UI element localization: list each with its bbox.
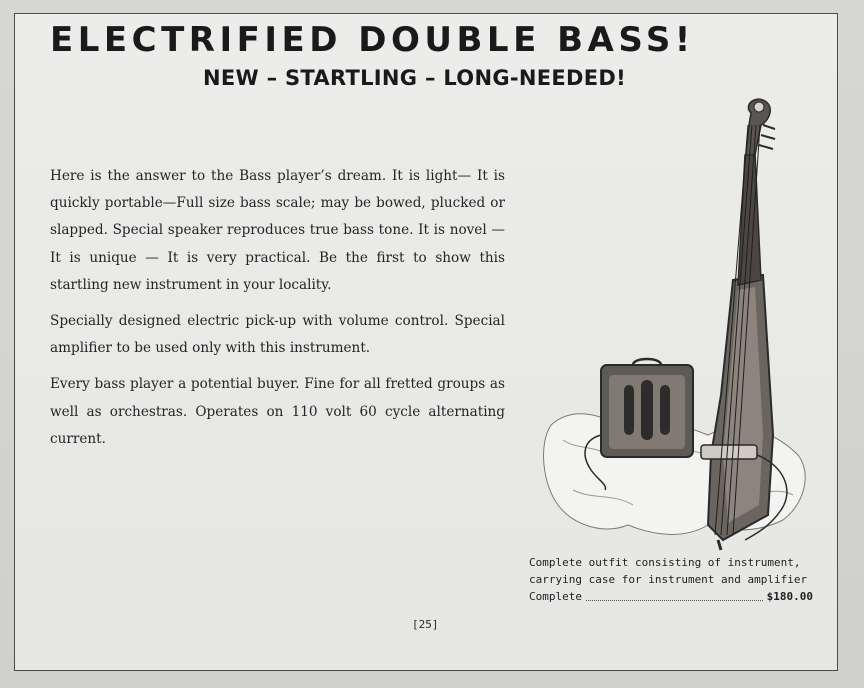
subheadline: NEW – STARTLING – LONG-NEEDED! (203, 66, 627, 90)
price-row (529, 588, 813, 605)
caption-line-1: Complete outfit consisting of instrument, (529, 556, 801, 569)
description-text (50, 163, 505, 462)
bass-and-amplifier-illustration (533, 95, 813, 555)
double-bass-shape (701, 99, 775, 550)
caption-line-2: carrying case for instrument and amplifier (529, 573, 808, 586)
price-value: $180.00 (766, 590, 813, 603)
page-number: [25] (412, 618, 439, 631)
paragraph-pickup: Specially designed electric pick-up with volume control. Special amplifier to be used only with this instrument. (50, 313, 505, 357)
dotted-leader (586, 600, 763, 601)
price-label: Complete (529, 590, 582, 603)
paragraph-intro: Here is the answer to the Bass player’s dream. It is light— It is quickly portable—Full size bass scale; may be bowed, plucked or slapped. Special speaker reproduces true bass tone. It is novel — It is unique — It is very practical. Be the first to show this startling new instrument in your locality. (50, 168, 505, 293)
amplifier-shape (601, 359, 693, 457)
headline: ELECTRIFIED DOUBLE BASS! (50, 20, 695, 60)
price-caption (529, 554, 813, 605)
paragraph-buyers: Every bass player a potential buyer. Fine for all fretted groups as well as orchestras. Operates on 110 volt 60 cycle alternating current. (50, 376, 505, 447)
